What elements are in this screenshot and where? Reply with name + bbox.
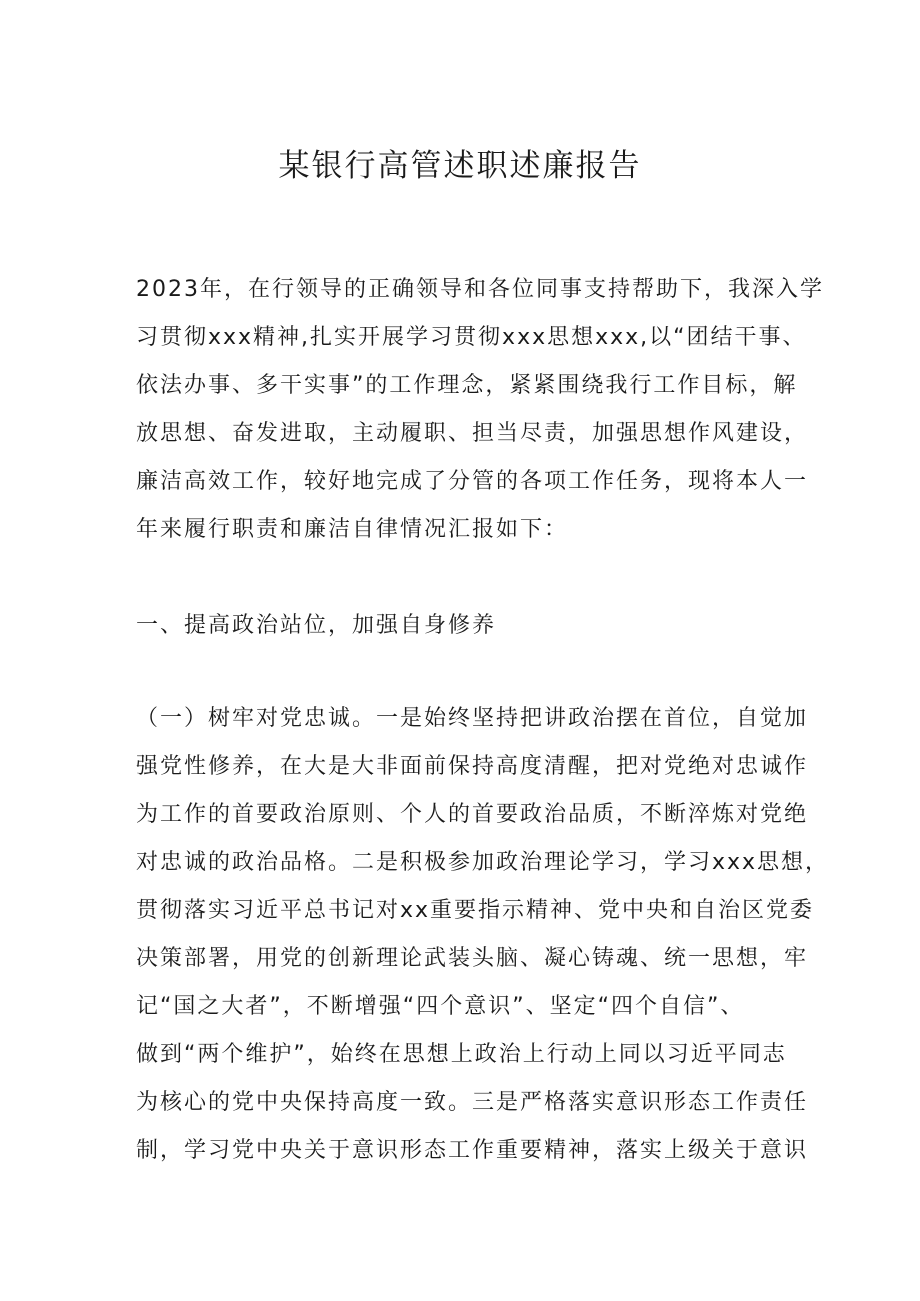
paragraph-line: 做到“两个维护”，始终在思想上政治上行动上同以习近平同志 <box>136 1042 787 1067</box>
document-title: 某银行高管述职述廉报告 <box>278 148 642 184</box>
paragraph-line: 为工作的首要政治原则、个人的首要政治品质，不断淬炼对党绝 <box>136 802 809 827</box>
paragraph-line: 为核心的党中央保持高度一致。三是严格落实意识形态工作责任 <box>136 1090 809 1115</box>
paragraph-line: 制，学习党中央关于意识形态工作重要精神，落实上级关于意识 <box>136 1138 809 1163</box>
paragraph-line: 依法办事、多干实事”的工作理念，紧紧围绕我行工作目标，解 <box>136 373 798 398</box>
paragraph-line: 强党性修养，在大是大非面前保持高度清醒，把对党绝对忠诚作 <box>136 754 809 779</box>
paragraph-line: 年来履行职责和廉洁自律情况汇报如下： <box>136 517 569 542</box>
paragraph-line: 廉洁高效工作，较好地完成了分管的各项工作任务，现将本人一 <box>136 469 809 494</box>
paragraph-line: 记“国之大者”，不断增强“四个意识”、坚定“四个自信”、 <box>136 994 745 1019</box>
paragraph-line: 放思想、奋发进取，主动履职、担当尽责，加强思想作风建设， <box>136 421 809 446</box>
section-paragraph <box>136 695 830 1175</box>
paragraph-line: 贯彻落实习近平总书记对xx重要指示精神、党中央和自治区党委 <box>136 898 815 923</box>
paragraph-line: （一）树牢对党忠诚。一是始终坚持把讲政治摆在首位，自觉加 <box>136 706 809 731</box>
paragraph-line: 决策部署，用党的创新理论武装头脑、凝心铸魂、统一思想，牢 <box>136 946 809 971</box>
paragraph-line: 对忠诚的政治品格。二是积极参加政治理论学习，学习xxx思想， <box>136 850 830 875</box>
section-heading: 一、提高政治站位，加强自身修养 <box>136 613 497 638</box>
paragraph-line: 2023年，在行领导的正确领导和各位同事支持帮助下，我深入学 <box>136 277 824 302</box>
paragraph-line: 习贯彻xxx精神,扎实开展学习贯彻xxx思想xxx,以“团结干事、 <box>136 325 807 350</box>
intro-paragraph <box>136 266 824 554</box>
